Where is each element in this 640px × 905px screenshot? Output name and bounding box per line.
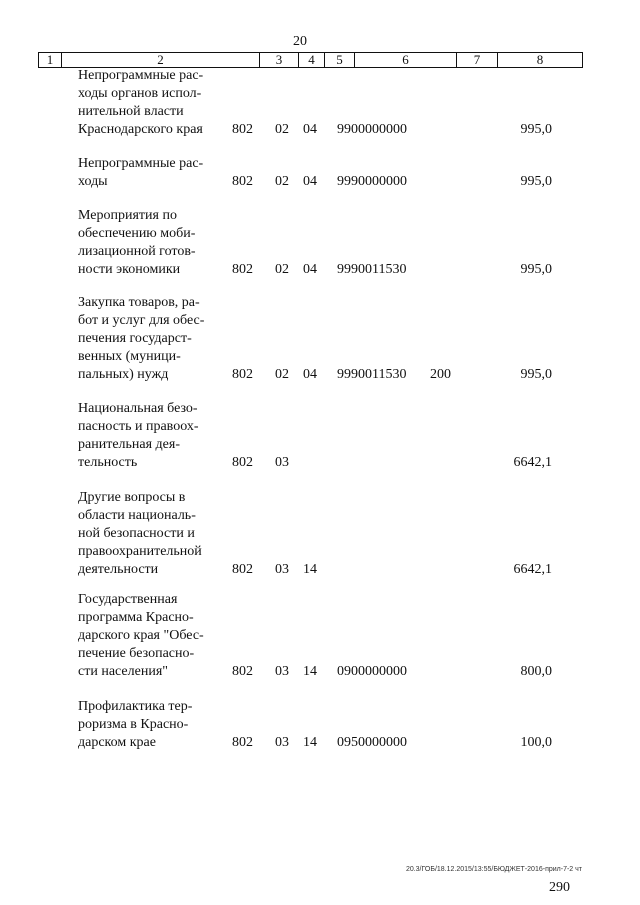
row-col-4: 03: [275, 562, 289, 577]
row-col-6: 9900000000: [337, 122, 407, 137]
row-col-5: 04: [303, 262, 317, 277]
header-col-6: 6: [402, 52, 409, 67]
row-col-6: 9990000000: [337, 174, 407, 189]
header-col-2: 2: [157, 52, 164, 67]
header-col-5: 5: [336, 52, 343, 67]
row-col-8: 800,0: [520, 664, 552, 679]
row-col-6: 0900000000: [337, 664, 407, 679]
row-name: Национальная безо- пасность и правоох- ранительная дея- тельность: [78, 401, 199, 470]
row-col-6: 9990011530: [337, 262, 407, 277]
row-col-8: 6642,1: [513, 562, 552, 577]
row-col-3: 802: [232, 367, 253, 382]
row-col-3: 802: [232, 735, 253, 750]
document-footer-code: 20.3/ГОБ/18.12.2015/13:55/БЮДЖЕТ-2016-прил-7-2 чт: [405, 866, 582, 873]
row-col-5: 04: [303, 367, 317, 382]
row-name: Закупка товаров, ра- бот и услуг для обес- печения государст- венных (муници- пальных) нужд: [78, 295, 205, 382]
row-name: Непрограммные рас- ходы органов испол- нительной власти Краснодарского края: [78, 68, 204, 137]
row-name: Государственная программа Красно- дарского края "Обес- печение безопасно- сти населения": [78, 592, 204, 679]
row-col-4: 02: [275, 122, 289, 137]
row-col-4: 03: [275, 735, 289, 750]
row-col-8: 995,0: [520, 174, 552, 189]
row-col-3: 802: [232, 562, 253, 577]
row-col-8: 100,0: [520, 735, 552, 750]
row-col-5: 14: [303, 735, 317, 750]
row-col-4: 02: [275, 174, 289, 189]
row-name: Другие вопросы в области националь- ной безопасности и правоохранительной деятельности: [78, 490, 202, 577]
sheet-number: 290: [549, 880, 570, 895]
header-col-8: 8: [536, 52, 544, 67]
row-col-6: 0950000000: [337, 735, 407, 750]
header-col-1: 1: [46, 52, 54, 67]
row-col-3: 802: [232, 174, 253, 189]
page-number: 20: [293, 34, 307, 49]
row-col-5: 14: [303, 562, 317, 577]
row-col-8: 995,0: [520, 262, 552, 277]
row-col-4: 02: [275, 367, 289, 382]
header-col-4: 4: [308, 52, 315, 67]
header-col-7: 7: [473, 52, 481, 67]
row-col-4: 03: [275, 455, 289, 470]
row-col-8: 995,0: [520, 122, 552, 137]
row-col-8: 6642,1: [513, 455, 552, 470]
row-col-4: 02: [275, 262, 289, 277]
row-col-5: 04: [303, 174, 317, 189]
row-col-8: 995,0: [520, 367, 552, 382]
row-name: Мероприятия по обеспечению моби- лизационной готов- ности экономики: [78, 208, 196, 277]
row-col-6: 9990011530: [337, 367, 407, 382]
row-col-3: 802: [232, 122, 253, 137]
row-col-5: 04: [303, 122, 317, 137]
row-col-4: 03: [275, 664, 289, 679]
row-col-7: 200: [430, 367, 451, 382]
row-col-3: 802: [232, 262, 253, 277]
row-col-3: 802: [232, 664, 253, 679]
header-col-3: 3: [275, 52, 283, 67]
row-col-5: 14: [303, 664, 317, 679]
row-name: Профилактика тер- роризма в Красно- дарском крае: [78, 699, 193, 750]
row-name: Непрограммные рас- ходы: [78, 156, 204, 189]
row-col-3: 802: [232, 455, 253, 470]
